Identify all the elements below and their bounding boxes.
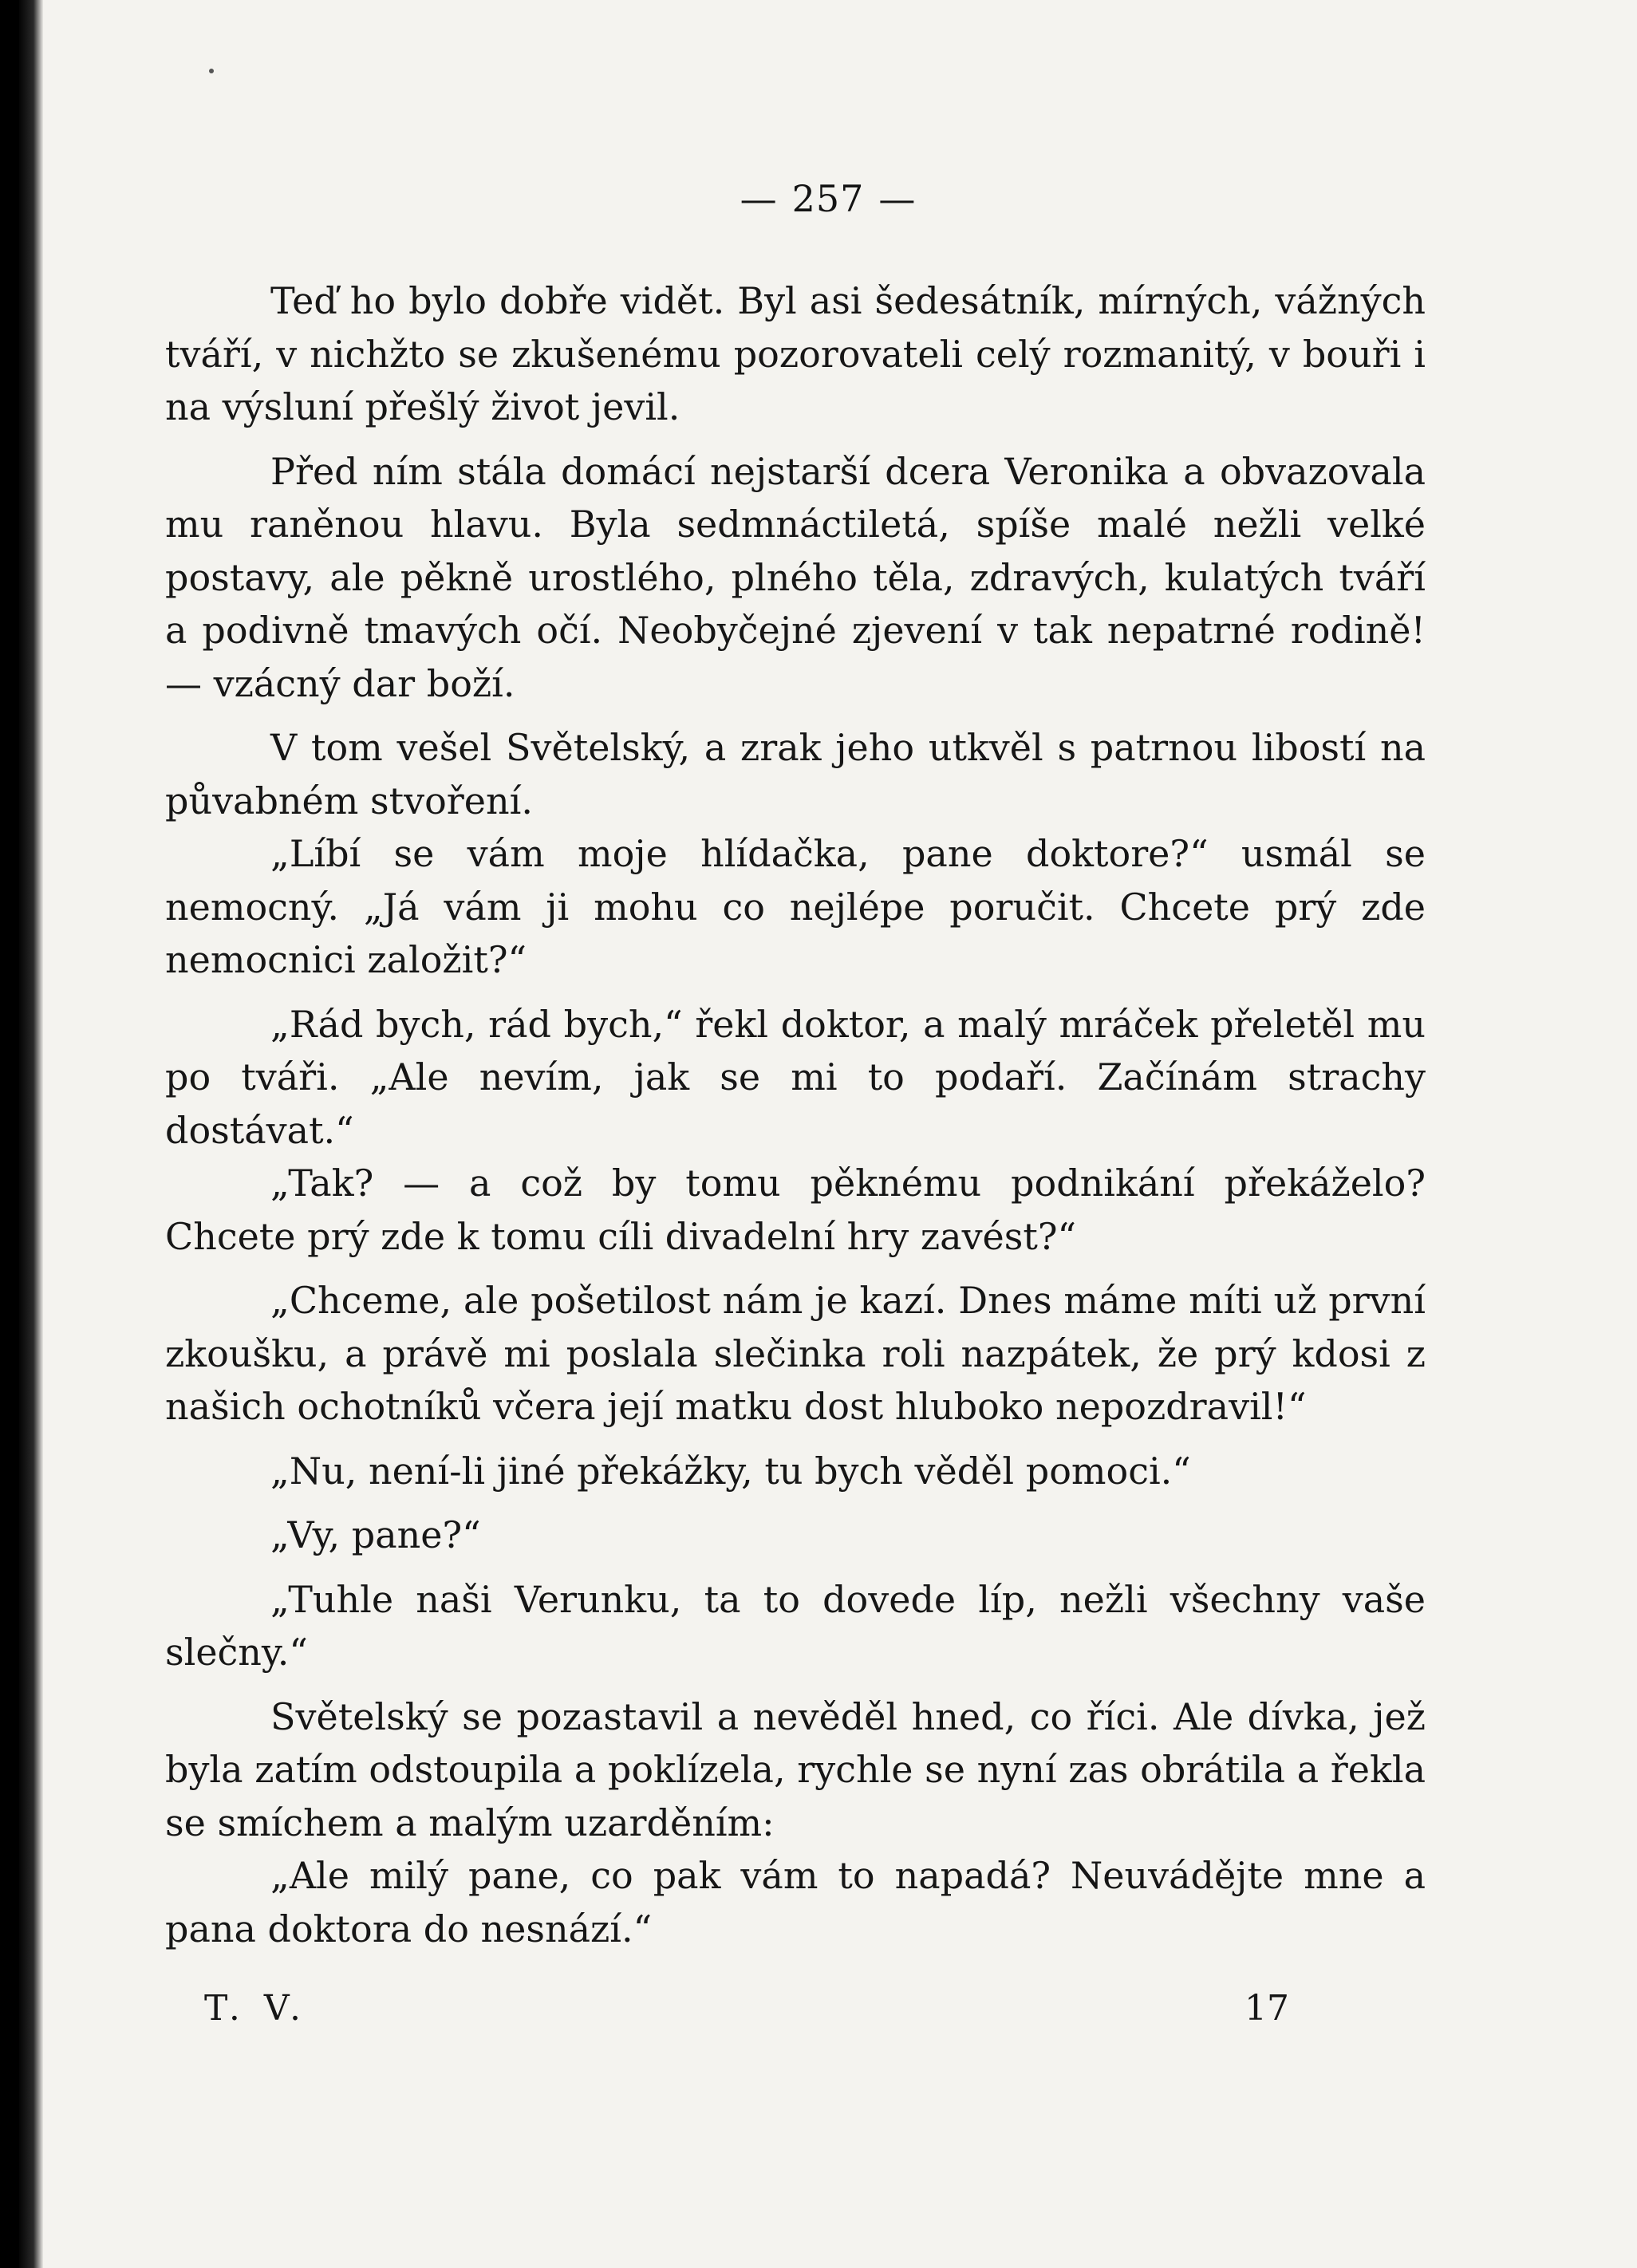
book-page bbox=[19, 0, 1637, 2268]
paragraph-3: V tom vešel Světelský, a zrak jeho utkvěl s patrnou libostí na půvabném stvoření. bbox=[165, 726, 1426, 822]
header-dash-right: — bbox=[878, 177, 917, 220]
paragraph-7: „Chceme, ale pošetilost nám je kazí. Dnes máme míti už první zkoušku, a právě mi poslala slečinka roli nazpátek, že prý kdosi z našich ochotníků včera její matku dost hluboko nepozdravil!“ bbox=[165, 1279, 1426, 1428]
paragraph-6: „Tak? — a což by tomu pěknému podnikání překáželo? Chcete prý zde k tomu cíli divadelní hry zavést?“ bbox=[165, 1162, 1426, 1258]
binding-edge bbox=[19, 0, 43, 2268]
paragraph-8: „Nu, není-li jiné překážky, tu bych věděl pomoci.“ bbox=[270, 1449, 1191, 1493]
page-header bbox=[19, 177, 1637, 220]
paragraph-5: „Rád bych, rád bych,“ řekl doktor, a malý mráček přeletěl mu po tváři. „Ale nevím, jak se mi to podaří. Začínám strachy dostávat.“ bbox=[165, 1002, 1426, 1152]
sheet-number: 17 bbox=[1245, 1988, 1289, 2029]
paragraph-10: „Tuhle naši Verunku, ta to dovede líp, nežli všechny vaše slečny.“ bbox=[165, 1577, 1426, 1674]
page-number: 257 bbox=[791, 177, 865, 220]
paragraph-9: „Vy, pane?“ bbox=[270, 1513, 481, 1556]
paper-speck bbox=[209, 69, 214, 73]
paragraph-4: „Líbí se vám moje hlídačka, pane doktore?“ usmál se nemocný. „Já vám ji mohu co nejlépe poručit. Chcete prý zde nemocnici založit?“ bbox=[165, 832, 1426, 981]
paragraph-1: Teď ho bylo dobře vidět. Byl asi šedesátník, mírných, vážných tváří, v nichžto se zkušenému pozorovateli celý rozmanitý, v bouři i na výsluní přešlý život jevil. bbox=[165, 279, 1426, 428]
header-dash-left: — bbox=[740, 177, 778, 220]
paragraph-2: Před ním stála domácí nejstarší dcera Veronika a obvazovala mu raněnou hlavu. Byla sedmnáctiletá, spíše malé nežli velké postavy, ale pěkně urostlého, plného těla, zdravých, kulatých tváří a podivně tmavých očí. Neobyčejné zjevení v tak nepatrné rodině! — vzácný dar boží. bbox=[165, 449, 1426, 705]
paragraph-11: Světelský se pozastavil a nevěděl hned, co říci. Ale dívka, jež byla zatím odstoupila a poklízela, rychle se nyní zas obrátila a řekla se smíchem a malým uzarděním: bbox=[165, 1694, 1426, 1844]
body-text bbox=[165, 274, 1426, 1955]
paragraph-12: „Ale milý pane, co pak vám to napadá? Neuvádějte mne a pana doktora do nesnází.“ bbox=[165, 1854, 1426, 1950]
signature-mark: T. V. bbox=[204, 1988, 307, 2029]
